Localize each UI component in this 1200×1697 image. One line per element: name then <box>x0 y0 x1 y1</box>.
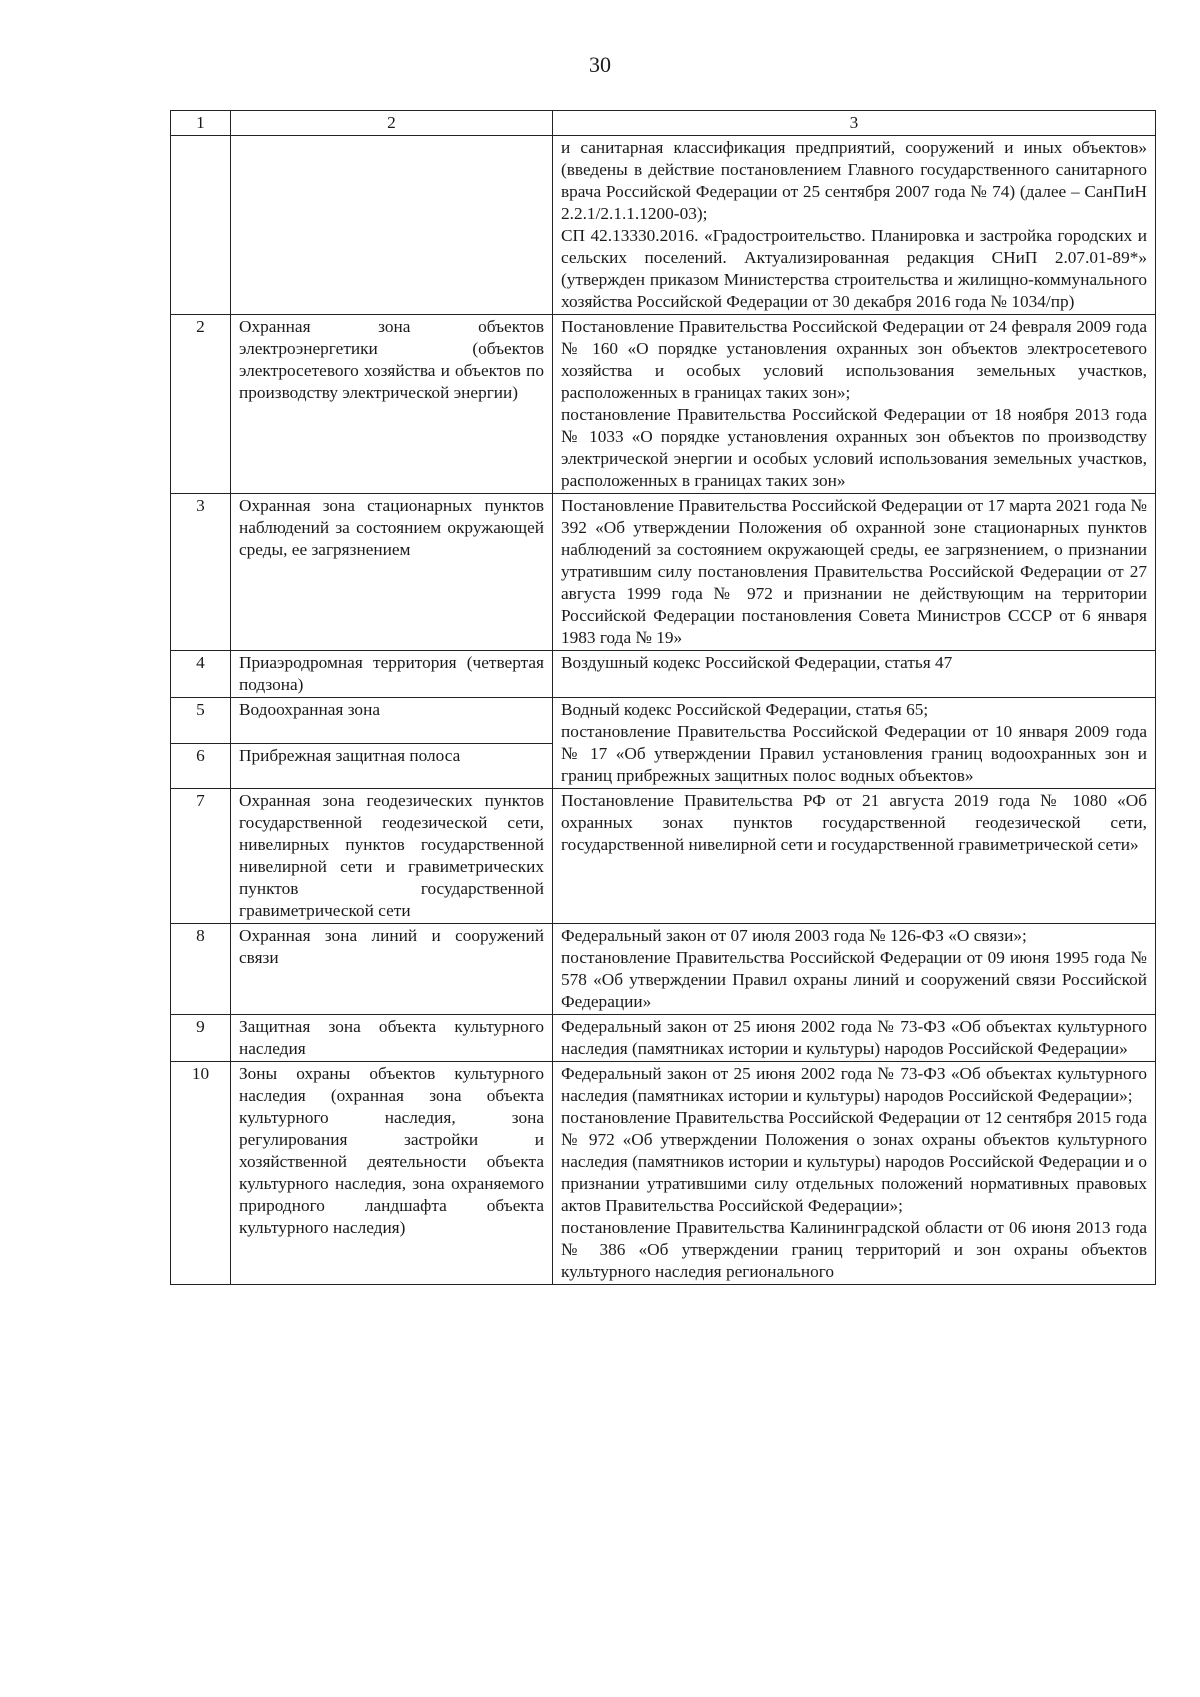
regulation-docs <box>553 789 1156 924</box>
regulation-docs <box>553 494 1156 651</box>
table-row <box>171 1015 1156 1062</box>
regulation-doc: постановление Правительства Российской Федерации от 18 ноября 2013 года № 1033 «О порядке установления охранных зон объектов по производству электрической энергии и особых условий использования земельных участков, расположенных в границах таких зон» <box>561 405 1147 490</box>
regulation-doc: Федеральный закон от 25 июня 2002 года № 73-ФЗ «Об объектах культурного наследия (памятниках истории и культуры) народов Российской Федерации»; <box>561 1064 1147 1105</box>
zone-name: Охранная зона объектов электроэнергетики (объектов электросетевого хозяйства и объектов по производству электрической энергии) <box>231 315 553 494</box>
table-row <box>171 698 1156 744</box>
table-row <box>171 924 1156 1015</box>
regulation-docs <box>553 1015 1156 1062</box>
table-row <box>171 1062 1156 1285</box>
table-row <box>171 789 1156 924</box>
regulation-doc: постановление Правительства Калининградской области от 06 июня 2013 года № 386 «Об утверждении границ территорий и зон охраны объектов культурного наследия регионального <box>561 1218 1147 1281</box>
zone-name: Зоны охраны объектов культурного наследия (охранная зона объекта культурного наследия, зона регулирования застройки и хозяйственной деятельности объекта культурного наследия, зона охраняемого природного ландшафта объекта культурного наследия) <box>231 1062 553 1285</box>
regulation-doc: Федеральный закон от 25 июня 2002 года № 73-ФЗ «Об объектах культурного наследия (памятниках истории и культуры) народов Российской Федерации» <box>561 1017 1147 1058</box>
header-col-3: 3 <box>553 111 1156 136</box>
row-number: 5 <box>171 698 231 744</box>
regulation-doc: и санитарная классификация предприятий, сооружений и иных объектов» (введены в действие постановлением Главного государственного санитарного врача Российской Федерации от 25 сентября 2007 года № 74) (далее – СанПиН 2.2.1/2.1.1.1200-03); <box>561 138 1147 223</box>
page-number: 30 <box>589 52 611 77</box>
regulation-doc: Федеральный закон от 07 июля 2003 года № 126-ФЗ «О связи»; <box>561 926 1027 945</box>
table-row <box>171 136 1156 315</box>
regulation-doc: СП 42.13330.2016. «Градостроительство. Планировка и застройка городских и сельских поселений. Актуализированная редакция СНиП 2.07.01-89*» (утвержден приказом Министерства строительства и жилищно-коммунального хозяйства Российской Федерации от 30 декабря 2016 года № 1034/пр) <box>561 226 1147 311</box>
row-number: 8 <box>171 924 231 1015</box>
regulation-docs <box>553 698 1156 789</box>
regulation-doc: Постановление Правительства Российской Федерации от 17 марта 2021 года № 392 «Об утверждении Положения об охранной зоне стационарных пунктов наблюдений за состоянием окружающей среды, ее загрязнением, о признании утратившим силу постановления Правительства Российской Федерации от 27 августа 1999 года № 972 и признании не действующим на территории Российской Федерации постановления Совета Министров СССР от 6 января 1983 года № 19» <box>561 496 1147 647</box>
table-header-row <box>171 111 1156 136</box>
row-number: 4 <box>171 651 231 698</box>
header-col-1: 1 <box>171 111 231 136</box>
table-row <box>171 494 1156 651</box>
regulation-doc: Постановление Правительства Российской Федерации от 24 февраля 2009 года № 160 «О порядке установления охранных зон объектов электросетевого хозяйства и особых условий использования земельных участков, расположенных в границах таких зон»; <box>561 317 1147 402</box>
row-number: 9 <box>171 1015 231 1062</box>
regulation-doc: постановление Правительства Российской Федерации от 10 января 2009 года № 17 «Об утверждении Правил установления границ водоохранных зон и границ прибрежных защитных полос водных объектов» <box>561 722 1147 785</box>
row-number: 3 <box>171 494 231 651</box>
regulation-doc: Водный кодекс Российской Федерации, статья 65; <box>561 700 929 719</box>
zone-name <box>231 136 553 315</box>
zone-name: Охранная зона линий и сооружений связи <box>231 924 553 1015</box>
table-row <box>171 651 1156 698</box>
regulation-table <box>170 110 1156 1285</box>
regulation-docs <box>553 651 1156 698</box>
regulation-docs <box>553 924 1156 1015</box>
regulation-docs <box>553 315 1156 494</box>
zone-name: Приаэродромная территория (четвертая подзона) <box>231 651 553 698</box>
regulation-doc: Воздушный кодекс Российской Федерации, статья 47 <box>561 653 953 672</box>
row-number: 6 <box>171 743 231 789</box>
zone-name: Охранная зона геодезических пунктов государственной геодезической сети, нивелирных пунктов государственной нивелирной сети и гравиметрических пунктов государственной гравиметрической сети <box>231 789 553 924</box>
row-number: 10 <box>171 1062 231 1285</box>
regulation-docs <box>553 136 1156 315</box>
header-col-2: 2 <box>231 111 553 136</box>
zone-name: Прибрежная защитная полоса <box>231 743 553 789</box>
table-row <box>171 315 1156 494</box>
zone-name: Защитная зона объекта культурного наследия <box>231 1015 553 1062</box>
row-number: 7 <box>171 789 231 924</box>
row-number: 2 <box>171 315 231 494</box>
zone-name: Охранная зона стационарных пунктов наблюдений за состоянием окружающей среды, ее загрязнением <box>231 494 553 651</box>
regulation-doc: Постановление Правительства РФ от 21 августа 2019 года № 1080 «Об охранных зонах пунктов государственной геодезической сети, государственной нивелирной сети и государственной гравиметрической сети» <box>561 791 1147 854</box>
regulation-doc: постановление Правительства Российской Федерации от 12 сентября 2015 года № 972 «Об утверждении Положения о зонах охраны объектов культурного наследия (памятников истории и культуры) народов Российской Федерации и о признании утратившими силу отдельных положений нормативных правовых актов Правительства Российской Федерации»; <box>561 1108 1147 1215</box>
regulation-doc: постановление Правительства Российской Федерации от 09 июня 1995 года № 578 «Об утверждении Правил охраны линий и сооружений связи Российской Федерации» <box>561 948 1147 1011</box>
zone-name: Водоохранная зона <box>231 698 553 744</box>
row-number <box>171 136 231 315</box>
regulation-docs <box>553 1062 1156 1285</box>
